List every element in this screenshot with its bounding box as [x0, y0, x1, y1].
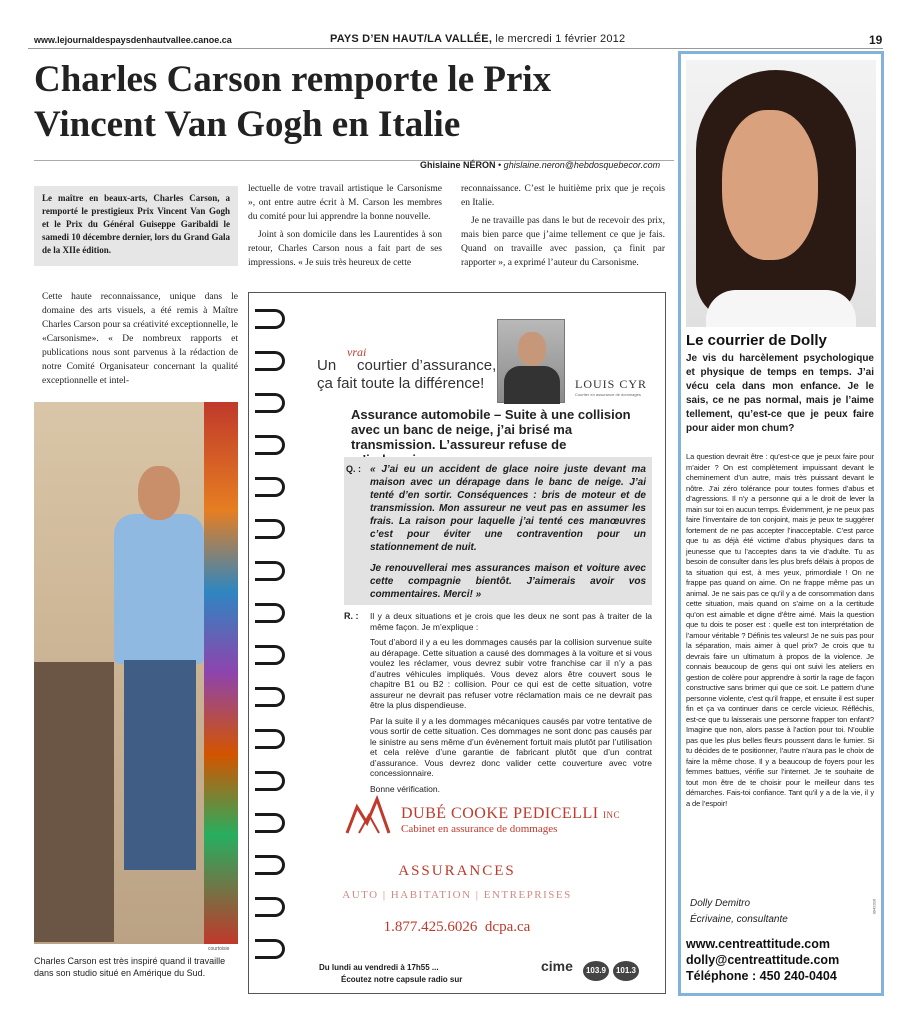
publication-name: PAYS D’EN HAUT/LA VALLÉE, [330, 33, 493, 45]
byline [420, 160, 660, 170]
artist-shirt [114, 514, 204, 664]
ad-radio-invite: Écoutez notre capsule radio sur [341, 975, 463, 984]
article-column-3 [461, 182, 665, 270]
ad-slogan-vrai: vrai [347, 345, 367, 359]
ad-question-box [344, 457, 652, 605]
painting-canvas [204, 402, 238, 944]
ad-phone: 1.877.425.6026 dcpa.ca [383, 919, 531, 935]
ad-answer [344, 611, 652, 794]
dolly-body [706, 290, 856, 327]
question-text [370, 463, 646, 601]
dolly-photo [686, 60, 876, 327]
spiral-binding [255, 309, 291, 989]
firm-name-text: DUBÉ COOKE PEDICELLI [401, 805, 599, 822]
radio-frequency-1: 103.9 [583, 961, 609, 981]
firm-name [401, 805, 620, 823]
firm-inc: INC [603, 810, 621, 820]
byline-email: • ghislaine.neron@hebdosquebecor.com [498, 160, 661, 170]
article-column-1 [42, 290, 238, 388]
courrier-role: Écrivaine, consultante [690, 914, 788, 925]
publication-header [330, 33, 625, 45]
radio-frequency-2: 101.3 [613, 961, 639, 981]
courrier-title: Le courrier de Dolly [686, 332, 827, 349]
answer-paragraph: Tout d’abord il y a eu les dommages causés par la collision survenue suite au dérapage. Cette situation a causé des dommages à la voiture et si vous voulez les réclamer, vous devrez subir votre franchise car il n’y a pas d’autres véhicules impliqués. Vous devez alors être couvert sous le chapitre B1 ou B2 : collision. Pour ce qui est de cette situation, votre assureur ne devrait pas refuser votre réclamation mais ce ne devrait pas être la plus dispendieuse. [370, 637, 652, 710]
question-label: Q. : [346, 464, 361, 474]
answer-label: R. : [344, 611, 359, 621]
page-url: www.lejournaldespaysdenhautvallee.canoe.ca [34, 35, 232, 45]
insurance-ad [248, 292, 666, 994]
answer-paragraph: Il y a deux situations et je crois que les deux ne sont pas à traiter de la même façon. Je m’explique : [370, 611, 652, 632]
article-lead: Le maître en beaux-arts, Charles Carson, a remporté le prestigieux Prix Vincent Van Gogh et le Prix du Général Guiseppe Garibaldi le samedi 10 décembre dernier, lors du Grand Gala de la XIIe édition. [34, 186, 238, 266]
ad-slogan [317, 345, 507, 393]
broker-face [518, 332, 546, 366]
ad-slogan-line1: Un courtier d’assurance, [317, 357, 497, 374]
question-paragraph: « J’ai eu un accident de glace noire juste devant ma maison avec un dérapage dans le banc de neige. J’ai tenté d’en sortir. Conséquences : bris de moteur et de transmission. Mon assureur ne veut pas en assumer les frais. La raison pour laquelle j’ai tenté ces manœuvres c’est pour éviter une contravention pour un stationnement de nuit. [370, 464, 646, 553]
dcp-logo-icon [345, 793, 391, 841]
broker-portrait [497, 319, 565, 403]
article-paragraph: lectuelle de votre travail artistique le Carsonisme », ont entre autre écrit à M. Carson les membres du comité pour lui apprendre la bonne nouvelle. [248, 184, 442, 222]
answer-paragraph: Bonne vérification. [370, 783, 440, 794]
ad-assurances: ASSURANCES [398, 863, 516, 879]
ad-radio-schedule: Du lundi au vendredi à 17h55 ... [319, 963, 439, 972]
broker-subtitle: Courtier en assurance de dommages [575, 392, 641, 397]
broker-suit [504, 366, 560, 404]
firm-subtitle: Cabinet en assurance de dommages [401, 823, 558, 835]
dolly-face [722, 110, 818, 260]
article-headline: Charles Carson remporte le Prix Vincent Van Gogh en Italie [34, 59, 552, 145]
article-paragraph: Cette haute reconnaissance, unique dans le domaine des arts visuels, a été remis à Maître Charles Carson pour sa créativité exceptionnelle, le «Carsonisme». « De nombreux rapports et publications nous sont parvenus à la rédaction de notre Comité Organisateur concernant la qualité exceptionnelle et intel- [42, 292, 238, 386]
artist-pants [124, 660, 196, 870]
artist-head [138, 466, 180, 520]
photo-credit: courtoisie [208, 946, 230, 952]
studio-table [34, 662, 114, 942]
article-paragraph: Je ne travaille pas dans le but de recevoir des prix, mais bien parce que j’aime tellement ce que je fais. Quand on travaille avec passion, ça finit par rapporter », a exprimé l’auteur du Carsonisme. [461, 216, 665, 268]
ad-lines-of-business: AUTO | HABITATION | ENTREPRISES [342, 889, 572, 901]
answer-text [370, 611, 652, 794]
page-number: 19 [869, 33, 883, 47]
photo-caption: Charles Carson est très inspiré quand il travaille dans son studio situé en Amérique du Sud. [34, 956, 226, 978]
article-paragraph: reconnaissance. C’est le huitième prix que je reçois en Italie. [461, 184, 665, 208]
courrier-website: www.centreattitude.com [686, 937, 831, 951]
courrier-contact [686, 936, 839, 984]
artist-photo [34, 402, 238, 944]
broker-name: LOUIS CYR [575, 377, 648, 391]
question-paragraph: Je renouvellerai mes assurances maison et voiture avec cette compagnie bientôt. J’aimerais avoir vos commentaires. Merci! » [370, 563, 646, 600]
courrier-email: dolly@centreattitude.com [686, 953, 840, 967]
ad-question-title: Assurance automobile – Suite à une collision avec un banc de neige, j’ai brisé ma transmission. L’assureur refuse de [351, 407, 631, 452]
courrier-author: Dolly Demitro [690, 898, 751, 909]
courrier-question: Je vis du harcèlement psychologique et physique de temps en temps. J’ai vécu cela dans mon enfance. Je le sais, ce ne pas normal, mais je l’aime tellement, qu’est-ce que je peux faire pour aider mon chum? [686, 353, 874, 434]
courrier-answer: La question devrait être : qu’est-ce que je peux faire pour m’aider ? On est complètement impuissant devant le cheminement d’un autre, mais très puissant devant le nôtre. J’ai zéro tolérance pour toutes formes d’abus et d’agressions. Il n’y a personne qui a le droit de lever la main sur toi en aucun temps. Évidemment, je ne peux pas faire l’inventaire de ton conjoint, mais je peux te suggérer fortement de ne pas accepter l’inacceptable. C’est parce que tu as déjà été victime d’abus physiques dans ta jeunesse que tu l’acceptes dans ta vie d’adulte. Tu as besoin de consulter dans les plus brefs délais à propos de ta situation qui est, à mes yeux, primordiale ! On ne frappe pas quand on aime. On ne frappe même pas un animal. Je ne sais pas ce qu’il y a de consommation dans cette situation, mais quand on s’aime on a la certitude qu’on est aimable et digne d’être aimé. Mais la question que tu dois te poser est : quelle est ton interprétation de l’amour véritable ? Définis tes valeurs! Je ne suis pas pour la séparation, mais aimer à quel prix? Je crois que tu devrais faire un ultimatum à propos de la violence. Je connais beaucoup de gens qui ont suivi les ateliers en gestion de colère pour apprendre à sortir la rage de façon constructive sans brimer qui que ce soit. Le pattern d’une personne violente, c’est qu’il frappe, et ensuite il est super fin et ça va continuer dans ce cercle vicieux. Réfléchis, est-ce que tu laisserais une personne frapper ton enfant? Imagine que non, alors passe à l’action pour toi. N’oublie pas que les plus belles fleurs poussent dans le fumier. Si tu décides de te positionner, l’autre n’aura pas le choix de faire la même chose. Il y a beaucoup de foyers pour les femmes battues, vérifie sur l’internet. Je te souhaite de tout mon être de te choisir pour le meilleur dans tes démarches. Fais-toi confiance. Tant qu’il y a de la vie, il y a de l’espoir! [686, 452, 874, 808]
answer-paragraph: Par la suite il y a les dommages mécaniques causés par votre tentative de vous sortir de cette situation. Ces dommages ne sont donc pas causés par le sinistre au sens même d’un évènement fortuit mais plutôt par l’utilisation et cela relève d’une garantie de fabricant plutôt que d’un contrat d’assurance. Vous devrez donc valider cette couverture avec votre concessionnaire. [370, 715, 652, 778]
header-rule [28, 48, 883, 49]
publication-date: le mercredi 1 février 2012 [495, 33, 626, 45]
courrier-phone: Téléphone : 450 240-0404 [686, 969, 837, 983]
article-paragraph: Joint à son domicile dans les Laurentides à son retour, Charles Carson nous a fait part de ses impressions. « Je suis très heureux de cette [248, 230, 442, 268]
byline-name: Ghislaine NÉRON [420, 160, 496, 170]
courrier-code: 0942316 [871, 898, 877, 915]
ad-slogan-line2: ça fait toute la différence! [317, 375, 485, 392]
cime-logo: cime [541, 958, 573, 974]
article-column-2 [248, 182, 442, 270]
